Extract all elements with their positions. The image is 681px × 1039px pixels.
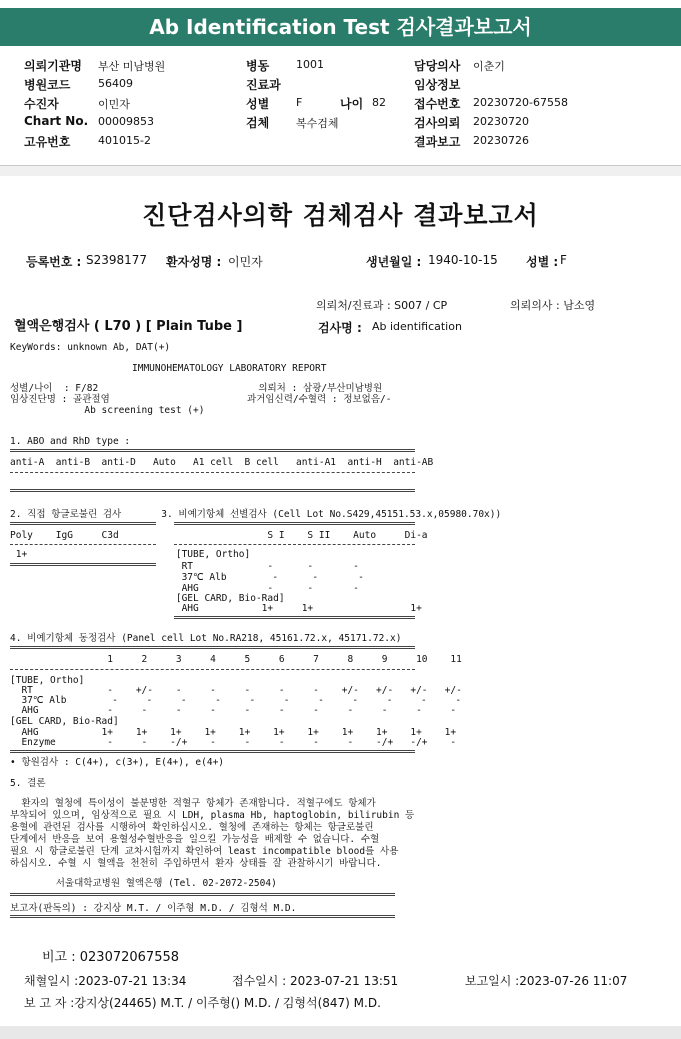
screen-gel-header: [GEL CARD, Bio-Rad] <box>10 593 285 604</box>
rule <box>10 449 415 452</box>
banner-title: Ab Identification Test 검사결과보고서 <box>0 8 681 46</box>
doctor-label: 담당의사 <box>414 59 461 73</box>
dob-value: 1940-10-15 <box>428 253 498 267</box>
rule <box>10 893 395 896</box>
sex-value: F <box>296 96 303 109</box>
test-group: 혈액은행검사 ( L70 ) [ Plain Tube ] <box>14 319 243 334</box>
collected-time: 채혈일시 :2023-07-21 13:34 <box>24 974 187 988</box>
rule <box>10 646 415 649</box>
id-label: 고유번호 <box>24 135 71 149</box>
panel-heading: 4. 비예기항체 동정검사 (Panel cell Lot No.RA218, 45161.72.x, 45171.72.x) <box>10 633 402 644</box>
code-label: 병원코드 <box>24 78 71 92</box>
receipt-label: 접수번호 <box>414 97 461 111</box>
patient-label: 수진자 <box>24 97 59 111</box>
test-value: Ab identification <box>372 320 462 333</box>
abo-columns: anti-A anti-B anti-D Auto A1 cell B cell anti-A1 anti-H anti-AB <box>10 457 434 468</box>
reporter-line: 보고자(판독의) : 강지상 M.T. / 이주형 M.D. / 김형석 M.D. <box>10 903 297 914</box>
dat-screening-heading: 2. 직접 항글로불린 검사 3. 비예기항체 선별검사 (Cell Lot No.S429,45151.53.x,05980.70x)) <box>10 509 502 520</box>
name-label: 환자성명 : <box>166 255 222 269</box>
code-value: 56409 <box>98 77 133 90</box>
dept-info: 의뢰처/진료과 : S007 / CP <box>316 299 448 312</box>
dat-result: 1+ [TUBE, Ortho] <box>10 549 251 560</box>
sex-label-2: 성별 : <box>526 255 559 269</box>
rule <box>174 544 415 545</box>
dept-label: 진료과 <box>246 78 281 92</box>
id-value: 401015-2 <box>98 134 151 147</box>
chart-label: Chart No. <box>24 114 89 128</box>
clinical-label: 임상정보 <box>414 78 461 92</box>
section-divider <box>0 166 681 176</box>
page-bottom <box>0 1026 681 1039</box>
panel-enzyme: Enzyme - - -/+ - - - - - -/+ -/+ - <box>10 737 457 748</box>
panel-gel-header: [GEL CARD, Bio-Rad] <box>10 716 119 727</box>
rule <box>10 669 415 670</box>
specimen-label: 검체 <box>246 116 270 130</box>
conclusion-heading: 5. 결론 <box>10 778 46 789</box>
sex-value-2: F <box>560 253 567 267</box>
dat-screening-columns: Poly IgG C3d S I S II Auto Di-a <box>10 530 428 541</box>
antigen-test: • 항원검사 : C(4+), c(3+), E(4+), e(4+) <box>10 757 225 768</box>
age-value: 82 <box>372 96 386 109</box>
rule <box>10 489 415 492</box>
receipt-value: 20230720-67558 <box>473 96 568 109</box>
sex-label: 성별 <box>246 97 270 111</box>
panel-columns: 1 2 3 4 5 6 7 8 9 10 11 <box>10 654 462 665</box>
conclusion-line: 용혈에 관련된 검사를 시행하여 확인하십시오. 혈청에 존재하는 항체는 항글로불린 <box>10 822 374 833</box>
conclusion-line: 하십시오. 수혈 시 혈액을 천천히 주입하면서 환자 상태를 잘 관찰하시기 바랍니다. <box>10 858 382 869</box>
lab-report-title: IMMUNOHEMATOLOGY LABORATORY REPORT <box>132 363 327 374</box>
conclusion-line: 필요 시 항글로불린 단계 교차시험까지 확인하여 least incompatible blood를 사용 <box>10 846 399 857</box>
info-line-3: Ab screening test (+) <box>10 405 205 416</box>
chart-value: 00009853 <box>98 115 154 128</box>
doctor-info: 의뢰의사 : 남소영 <box>510 299 596 312</box>
specimen-value: 복수검체 <box>296 117 339 130</box>
report-title: 진단검사의학 검체검사 결과보고서 <box>142 201 539 230</box>
info-line-2: 임상진단명 : 골관절염 과거임신력/수혈력 : 정보없음/- <box>10 394 392 405</box>
institution-header <box>0 0 681 166</box>
screen-ahg: AHG - - - <box>10 583 359 594</box>
reported-time: 보고일시 :2023-07-26 11:07 <box>465 974 628 988</box>
conclusion-line: 단계에서 반응을 보여 용혈성수혈반응을 일으킬 가능성을 배제할 수 없습니다. 수혈 <box>10 834 380 845</box>
result-label: 결과보고 <box>414 135 461 149</box>
received-time: 접수일시 : 2023-07-21 13:51 <box>232 974 399 988</box>
keywords: KeyWords: unknown Ab, DAT(+) <box>10 342 171 353</box>
note: 비고 : 023072067558 <box>42 950 180 965</box>
screen-gel-ahg: AHG 1+ 1+ 1+ <box>10 603 422 614</box>
conclusion-line: 환자의 혈청에 특이성이 불분명한 적혈구 항체가 존재합니다. 적혈구에도 항체가 <box>10 798 376 809</box>
doctor-value: 이춘기 <box>473 60 505 73</box>
hospital-label: 의뢰기관명 <box>24 59 82 73</box>
footer-reporters: 보 고 자 :강지상(24465) M.T. / 이주형() M.D. / 김형석(847) M.D. <box>24 996 381 1010</box>
reg-value: S2398177 <box>86 253 148 267</box>
screen-37c: 37℃ Alb - - - <box>10 572 364 583</box>
request-value: 20230720 <box>473 115 529 128</box>
age-label: 나이 <box>340 97 364 111</box>
dob-label: 생년월일 : <box>366 255 422 269</box>
test-label: 검사명 : <box>318 321 362 335</box>
patient-value: 이민자 <box>98 98 130 111</box>
panel-gel-ahg: AHG 1+ 1+ 1+ 1+ 1+ 1+ 1+ 1+ 1+ 1+ 1+ <box>10 727 457 738</box>
info-line-1: 성별/나이 : F/82 의뢰처 : 삼광/부산미남병원 <box>10 383 383 394</box>
panel-tube-header: [TUBE, Ortho] <box>10 675 85 686</box>
panel-37c: 37℃ Alb - - - - - - - - - - - <box>10 695 462 706</box>
rule <box>10 472 415 473</box>
reg-label: 등록번호 : <box>26 255 82 269</box>
ward-label: 병동 <box>246 59 270 73</box>
panel-ahg: AHG - - - - - - - - - - - <box>10 705 457 716</box>
rule <box>10 544 156 545</box>
rule <box>174 522 415 525</box>
panel-rt: RT - +/- - - - - - +/- +/- +/- +/- <box>10 685 462 696</box>
rule <box>10 522 156 525</box>
abo-heading: 1. ABO and RhD type : <box>10 436 131 447</box>
rule <box>10 750 415 753</box>
hospital-value: 부산 미남병원 <box>98 60 166 73</box>
screen-rt: RT - - - <box>10 561 359 572</box>
rule <box>174 616 415 619</box>
name-value: 이민자 <box>228 255 263 269</box>
rule <box>10 915 395 918</box>
blood-bank-contact: 서울대학교병원 혈액은행 (Tel. 02-2072-2504) <box>10 878 277 889</box>
conclusion-line: 부착되어 있으며, 임상적으로 필요 시 LDH, plasma Hb, haptoglobin, bilirubin 등 <box>10 810 415 821</box>
request-label: 검사의뢰 <box>414 116 461 130</box>
ward-value: 1001 <box>296 58 324 71</box>
result-value: 20230726 <box>473 134 529 147</box>
